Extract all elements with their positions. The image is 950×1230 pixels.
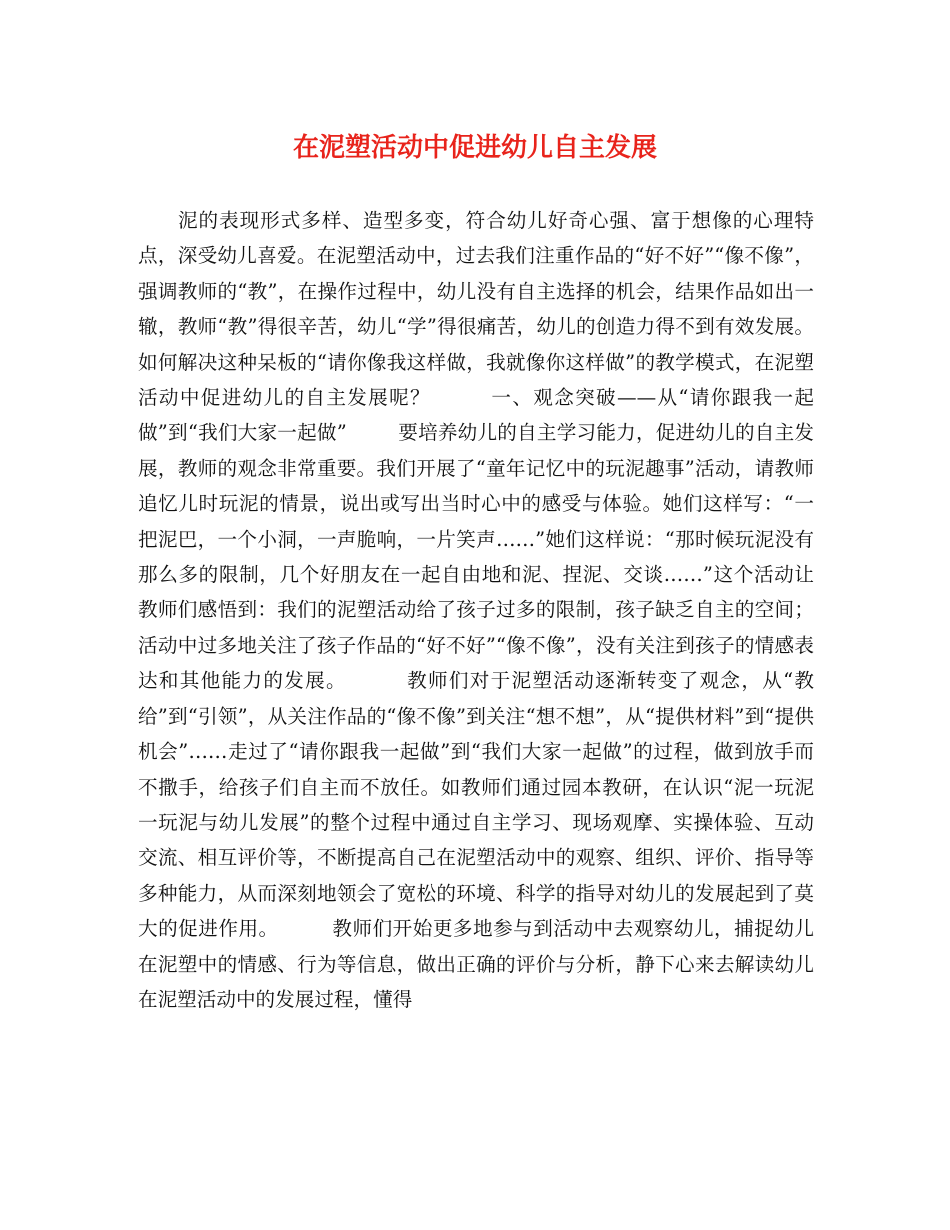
document-title: 在泥塑活动中促进幼儿自主发展	[292, 133, 657, 163]
body-paragraph: 泥的表现形式多样、造型多变，符合幼儿好奇心强、富于想像的心理特点，深受幼儿喜爱。在泥塑活动中，过去我们注重作品的“好不好”“像不像”，强调教师的“教”，在操作过程中，幼儿没有自主选择的机会，结果作品如出一辙，教师“教”得很辛苦，幼儿“学”得很痛苦，幼儿的创造力得不到有效发展。如何解决这种呆板的“请你像我这样做，我就像你这样做”的教学模式，在泥塑活动中促进幼儿的自主发展呢？ 一、观念突破——从“请你跟我一起做”到“我们大家一起做” 要培养幼儿的自主学习能力，促进幼儿的自主发展，教师的观念非常重要。我们开展了“童年记忆中的玩泥趣事”活动，请教师追忆儿时玩泥的情景，说出或写出当时心中的感受与体验。她们这样写：“一把泥巴，一个小洞，一声脆响，一片笑声……”她们这样说：“那时候玩泥没有那么多的限制，几个好朋友在一起自由地和泥、捏泥、交谈……”这个活动让教师们感悟到：我们的泥塑活动给了孩子过多的限制，孩子缺乏自主的空间；活动中过多地关注了孩子作品的“好不好”“像不像”，没有关注到孩子的情感表达和其他能力的发展。 教师们对于泥塑活动逐渐转变了观念，从“教给”到“引领”，从关注作品的“像不像”到关注“想不想”，从“提供材料”到“提供机会”……走过了“请你跟我一起做”到“我们大家一起做”的过程，做到放手而不撒手，给孩子们自主而不放任。如教师们通过园本教研，在认识“泥一玩泥一玩泥与幼儿发展”的整个过程中通过自主学习、现场观摩、实操体验、互动交流、相互评价等，不断提高自己在泥塑活动中的观察、组织、评价、指导等多种能力，从而深刻地领会了宽松的环境、科学的指导对幼儿的发展起到了莫大的促进作用。 教师们开始更多地参与到活动中去观察幼儿，捕捉幼儿在泥塑中的情感、行为等信息，做出正确的评价与分析，静下心来去解读幼儿在泥塑活动中的发展过程，懂得	[138, 209, 814, 1011]
